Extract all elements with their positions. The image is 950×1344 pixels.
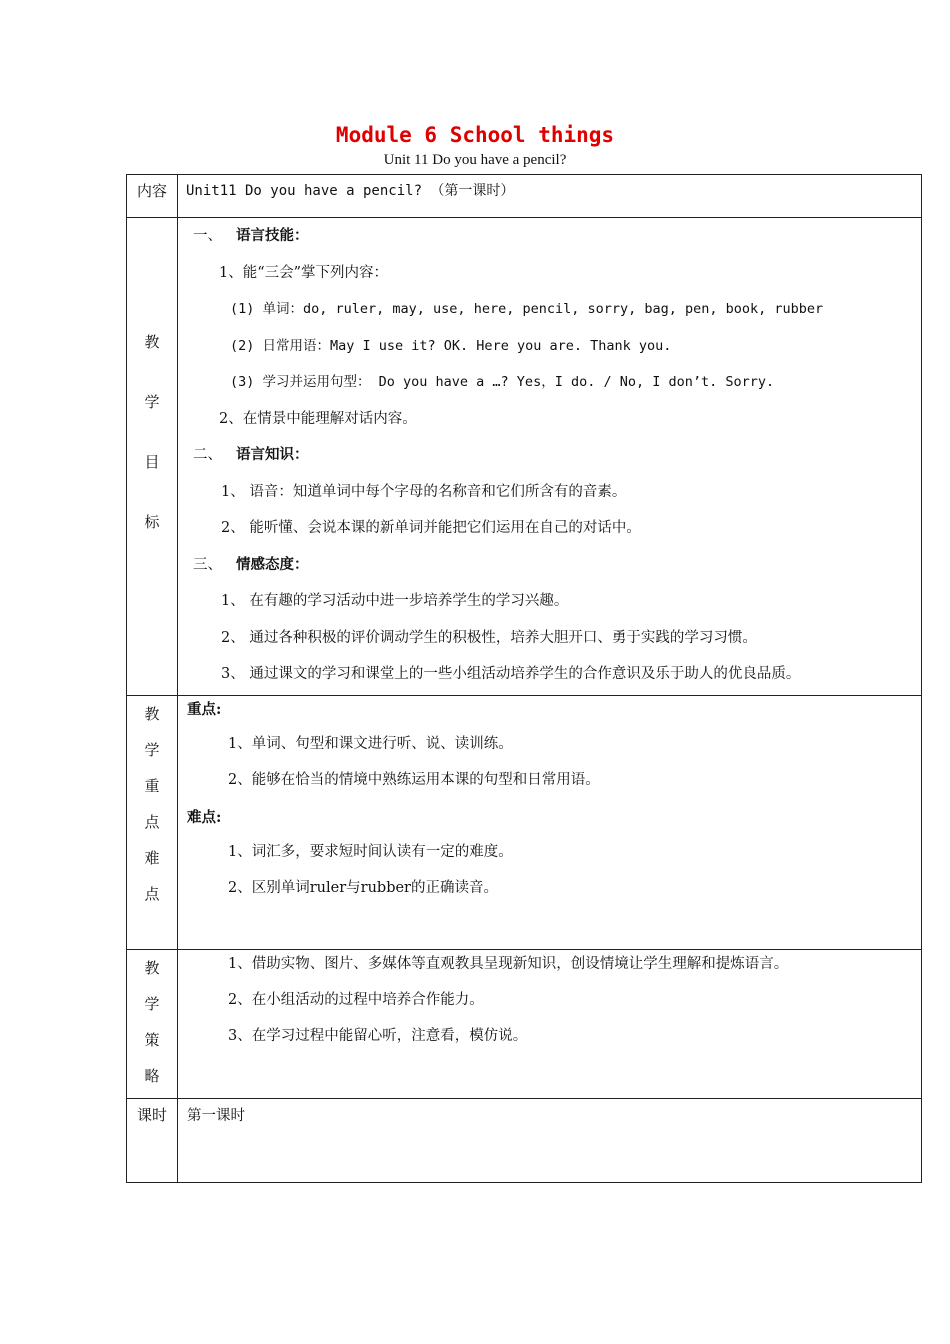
strategy-row (127, 950, 922, 1099)
section-number: 二、 (193, 447, 222, 463)
goal-line: 2、 通过各种积极的评价调动学生的积极性，培养大胆开口、勇于实践的学习习惯。 (221, 629, 757, 646)
goal-line: (3) 学习并运用句型： Do you have a …? Yes，I do. / No, I don’t. Sorry. (230, 374, 775, 390)
goals-label-char: 标 (144, 513, 160, 531)
strategy-label-char: 略 (144, 1067, 160, 1085)
section-heading (178, 218, 921, 255)
section-heading (178, 437, 921, 474)
content-label: 内容 (127, 175, 178, 218)
strategy-content (178, 950, 922, 1099)
key-point-line: 1、单词、句型和课文进行听、说、读训练。 (228, 736, 513, 752)
key-points-content (178, 696, 922, 950)
key-label-char: 学 (144, 741, 160, 759)
goal-line: 2、 能听懂、会说本课的新单词并能把它们运用在自己的对话中。 (221, 520, 641, 536)
section-title: 语言技能： (236, 227, 309, 244)
key-points-row (127, 696, 922, 950)
goal-line: 1、 语音：知道单词中每个字母的名称音和它们所含有的音素。 (221, 483, 627, 500)
period-label: 课时 (127, 1099, 178, 1183)
goal-line: 1、 在有趣的学习活动中进一步培养学生的学习兴趣。 (221, 593, 569, 609)
key-point-line: 2、能够在恰当的情境中熟练运用本课的句型和日常用语。 (228, 772, 600, 788)
page-title: Module 6 School things (335, 123, 615, 147)
difficult-points-title: 难点: (187, 809, 222, 826)
goals-row (127, 218, 922, 696)
goal-line: 2、在情景中能理解对话内容。 (219, 410, 417, 427)
page-subtitle: Unit 11 Do you have a pencil? (383, 152, 567, 168)
goal-line: 1、能“三会”掌下列内容： (219, 264, 389, 281)
strategy-line: 1、借助实物、图片、多媒体等直观教具呈现新知识，创设情境让学生理解和提炼语言。 (228, 956, 789, 972)
section-number: 三、 (193, 556, 222, 573)
goals-label-char: 教 (144, 333, 160, 351)
difficult-point-line: 2、区别单词ruler与rubber的正确读音。 (228, 880, 498, 896)
strategy-label-char: 策 (144, 1031, 160, 1049)
strategy-line: 2、在小组活动的过程中培养合作能力。 (228, 992, 484, 1008)
strategy-line: 3、在学习过程中能留心听，注意看，模仿说。 (228, 1028, 528, 1044)
key-points-label (127, 696, 178, 950)
section-title: 情感态度： (236, 555, 309, 573)
section-title: 语言知识： (236, 446, 309, 463)
key-label-char: 点 (144, 885, 160, 903)
lesson-plan-table (126, 174, 922, 1183)
difficult-point-line: 1、词汇多，要求短时间认读有一定的难度。 (228, 844, 513, 860)
period-text: 第一课时 (178, 1099, 922, 1183)
goals-content (178, 218, 922, 696)
goal-line: (1) 单词：do, ruler, may, use, here, pencil, sorry, bag, pen, book, rubber (230, 301, 824, 317)
goal-line: 3、 通过课文的学习和课堂上的一些小组活动培养学生的合作意识及乐于助人的优良品质。 (221, 666, 801, 682)
strategy-label-char: 学 (144, 995, 160, 1013)
key-label-char: 重 (144, 777, 160, 795)
strategy-label (127, 950, 178, 1099)
key-label-char: 难 (144, 849, 160, 867)
goal-line: (2) 日常用语：May I use it? OK. Here you are. Thank you. (230, 337, 672, 354)
content-text: Unit11 Do you have a pencil? （第一课时） (178, 175, 922, 218)
goals-label-char: 目 (144, 453, 160, 471)
content-row (127, 175, 922, 218)
section-number: 一、 (193, 228, 222, 244)
strategy-label-char: 教 (144, 959, 160, 977)
goals-label-char: 学 (144, 393, 160, 411)
key-label-char: 点 (144, 813, 160, 831)
key-label-char: 教 (144, 705, 160, 723)
key-points-title: 重点: (187, 701, 222, 718)
section-heading (178, 547, 921, 584)
period-row (127, 1099, 922, 1183)
goals-label (127, 218, 178, 696)
